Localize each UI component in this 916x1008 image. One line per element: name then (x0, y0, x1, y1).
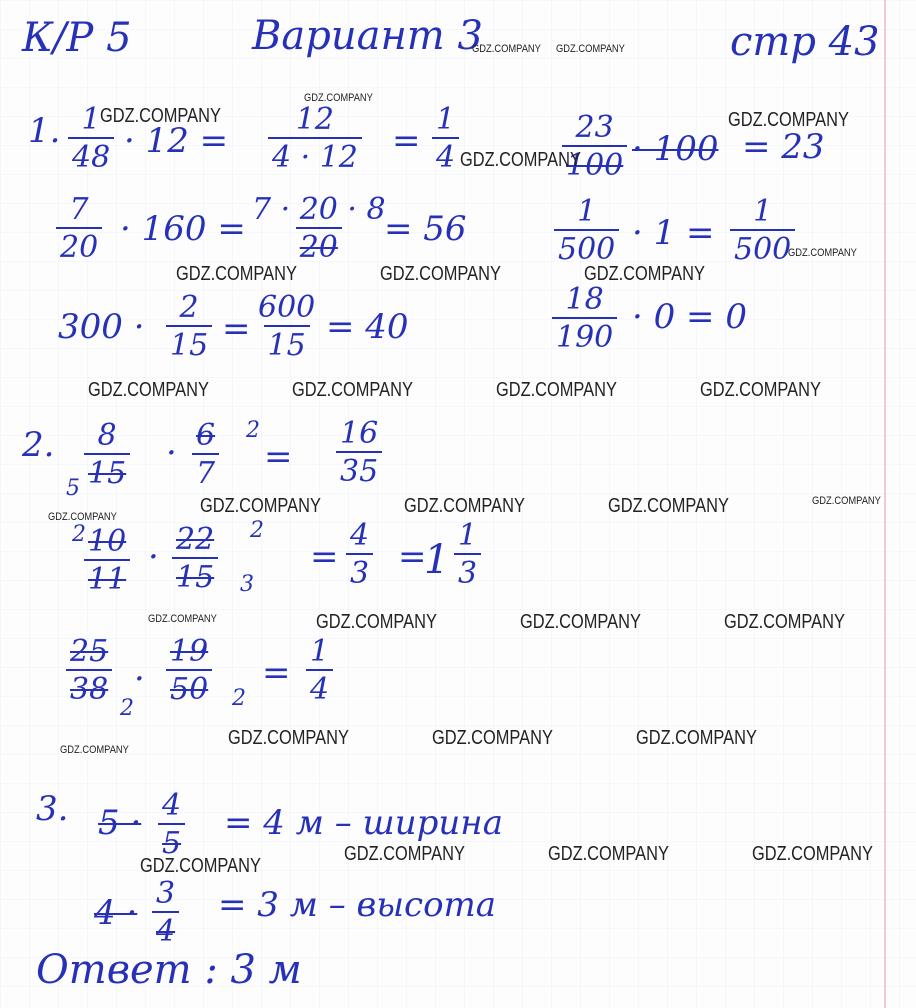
task1-e-den: 15 (166, 325, 212, 362)
task2-c-den1: 38 (66, 669, 112, 706)
task3-line1-num: 4 (162, 788, 182, 823)
task1-c-num: 7 (69, 192, 89, 227)
task1-d-answer-num: 1 (753, 194, 773, 229)
watermark: GDZ.COMPANY (496, 379, 617, 401)
task2-c-den2: 50 (166, 669, 212, 706)
task1-e-lead: 300 · (58, 307, 145, 347)
task2-a-num1: 8 (97, 418, 117, 453)
watermark: GDZ.COMPANY (304, 92, 373, 104)
watermark: GDZ.COMPANY (148, 613, 217, 625)
task2-a-num2: 6 (196, 418, 216, 453)
task2-b-dot: · (148, 537, 159, 577)
task2-b-mixed-fraction (454, 520, 481, 589)
task1-d-den: 500 (554, 229, 619, 266)
task3-answer: Ответ : 3 м (36, 947, 302, 993)
task1-f-den: 190 (552, 317, 617, 354)
task1-a-answer-den: 4 (432, 137, 459, 174)
task1-e-result-den: 15 (264, 325, 310, 362)
task3-line2-den: 4 (152, 911, 179, 948)
task2-c-sub2: 2 (232, 686, 246, 711)
task3-line1-den: 5 (158, 823, 185, 860)
task2-a-den2: 7 (192, 453, 219, 490)
task1-e-num: 2 (179, 290, 199, 325)
task2-b-answer-num: 4 (350, 518, 370, 553)
task1-a-result-den: 4 · 12 (268, 137, 362, 174)
watermark: GDZ.COMPANY (48, 511, 117, 523)
task2-c-sub1: 2 (120, 696, 134, 721)
task2-b-sup: 2 (250, 518, 264, 543)
watermark: GDZ.COMPANY (140, 855, 261, 877)
task2-c-num2: 19 (170, 634, 209, 669)
task1-a-eq: = (392, 121, 421, 161)
task1-f-fraction (552, 284, 617, 353)
watermark: GDZ.COMPANY (788, 247, 857, 259)
task3-number: 3. (36, 789, 69, 829)
task2-b-num2: 22 (176, 522, 215, 557)
watermark: GDZ.COMPANY (556, 43, 625, 55)
task2-b-answer-fraction (346, 520, 373, 589)
task1-c-mult: · 160 = (120, 209, 246, 249)
watermark: GDZ.COMPANY (636, 727, 757, 749)
margin-line (884, 0, 886, 1008)
task2-a-answer-num: 16 (340, 416, 379, 451)
watermark: GDZ.COMPANY (200, 495, 321, 517)
watermark: GDZ.COMPANY (700, 379, 821, 401)
task2-number: 2. (22, 425, 55, 465)
task1-d-num: 1 (577, 194, 597, 229)
task1-f-result: · 0 = 0 (632, 297, 747, 337)
task1-c-result-fraction (248, 194, 390, 263)
task3-line2-text: = 3 м – высота (218, 885, 497, 925)
header-page: стр 43 (730, 19, 880, 65)
task2-b-den1: 11 (84, 559, 130, 596)
task2-b-mixed-den: 3 (454, 553, 481, 590)
task2-b-whole: 1 (424, 537, 450, 583)
watermark: GDZ.COMPANY (548, 843, 669, 865)
task3-line1-text: = 4 м – ширина (224, 803, 503, 843)
watermark: GDZ.COMPANY (404, 495, 525, 517)
task2-a-answer-den: 35 (336, 451, 382, 488)
task1-e-result: = 40 (326, 307, 409, 347)
task2-c-answer-fraction (306, 636, 333, 705)
task1-number: 1. (28, 111, 61, 151)
task2-b-eq: = (310, 537, 339, 577)
task1-c-den: 20 (56, 227, 102, 264)
task2-b-eq2: = (398, 537, 427, 577)
watermark: GDZ.COMPANY (472, 43, 541, 55)
watermark: GDZ.COMPANY (460, 149, 581, 171)
task1-f-num: 18 (565, 282, 604, 317)
task2-c-answer-num: 1 (310, 634, 330, 669)
task1-a-den: 48 (68, 137, 114, 174)
task3-line2-num: 3 (156, 876, 176, 911)
task1-a-mult: · 12 = (124, 121, 229, 161)
task2-c-eq: = (262, 653, 291, 693)
task2-a-fraction2 (192, 420, 219, 489)
watermark: GDZ.COMPANY (728, 109, 849, 131)
task1-d-fraction (554, 196, 619, 265)
task2-a-answer-fraction (336, 418, 382, 487)
task2-a-side: 5 (66, 476, 80, 501)
task1-a-answer-num: 1 (436, 102, 456, 137)
task1-c-result-num: 7 · 20 · 8 (252, 192, 386, 227)
task1-d-mult: · 1 = (632, 213, 715, 253)
task1-a-num: 1 (81, 102, 101, 137)
task2-b-mixed-num: 1 (458, 518, 478, 553)
watermark: GDZ.COMPANY (432, 727, 553, 749)
task3-line2-lead: 4 · (94, 893, 138, 933)
watermark: GDZ.COMPANY (380, 263, 501, 285)
watermark: GDZ.COMPANY (88, 379, 209, 401)
task2-c-fraction2 (166, 636, 212, 705)
watermark: GDZ.COMPANY (100, 105, 221, 127)
task2-a-eq: = (264, 437, 293, 477)
task2-b-num1: 10 (88, 524, 127, 559)
task2-a-dot: · (166, 433, 177, 473)
watermark: GDZ.COMPANY (60, 744, 129, 756)
task2-a-fraction1 (84, 420, 130, 489)
task3-line2-fraction (152, 878, 179, 947)
header-variant: Вариант 3 (252, 13, 483, 59)
task1-a-result-fraction (268, 104, 362, 173)
task1-b-result: = 23 (742, 127, 825, 167)
watermark: GDZ.COMPANY (520, 611, 641, 633)
task2-b-sub: 3 (240, 572, 254, 597)
task1-b-num: 23 (575, 110, 614, 145)
watermark: GDZ.COMPANY (812, 495, 881, 507)
task2-c-answer-den: 4 (306, 669, 333, 706)
watermark: GDZ.COMPANY (228, 727, 349, 749)
task1-e-eq: = (222, 309, 251, 349)
task1-a-answer-fraction (432, 104, 459, 173)
watermark: GDZ.COMPANY (292, 379, 413, 401)
task1-d-answer-fraction (730, 196, 795, 265)
watermark: GDZ.COMPANY (584, 263, 705, 285)
task3-line1-fraction (158, 790, 185, 859)
task1-e-fraction (166, 292, 212, 361)
watermark: GDZ.COMPANY (176, 263, 297, 285)
task1-a-result-num: 12 (295, 102, 335, 137)
task2-a-sup: 2 (246, 418, 260, 443)
watermark: GDZ.COMPANY (608, 495, 729, 517)
task1-e-result-num: 600 (258, 290, 316, 325)
task2-c-num1: 25 (70, 634, 109, 669)
task2-b-lead: 2 (72, 522, 86, 547)
task2-b-answer-den: 3 (346, 553, 373, 590)
watermark: GDZ.COMPANY (724, 611, 845, 633)
task2-c-dot: · (134, 659, 145, 699)
task2-c-fraction1 (66, 636, 112, 705)
watermark: GDZ.COMPANY (316, 611, 437, 633)
task1-c-result: = 56 (384, 209, 467, 249)
watermark: GDZ.COMPANY (752, 843, 873, 865)
task2-b-den2: 15 (172, 557, 218, 594)
task1-c-result-den: 20 (296, 227, 342, 264)
task2-a-den1: 15 (84, 453, 130, 490)
task1-c-fraction (56, 194, 102, 263)
task1-e-result-fraction (254, 292, 319, 361)
header-code: К/Р 5 (22, 15, 132, 61)
watermark: GDZ.COMPANY (344, 843, 465, 865)
task1-b-mult: · 100 (632, 129, 719, 169)
task2-b-fraction2 (172, 524, 218, 593)
task2-b-fraction1 (84, 526, 130, 595)
task3-line1-lead: 5 · (98, 803, 142, 843)
task1-b-den: 100 (562, 145, 627, 182)
task1-d-answer-den: 500 (730, 229, 795, 266)
